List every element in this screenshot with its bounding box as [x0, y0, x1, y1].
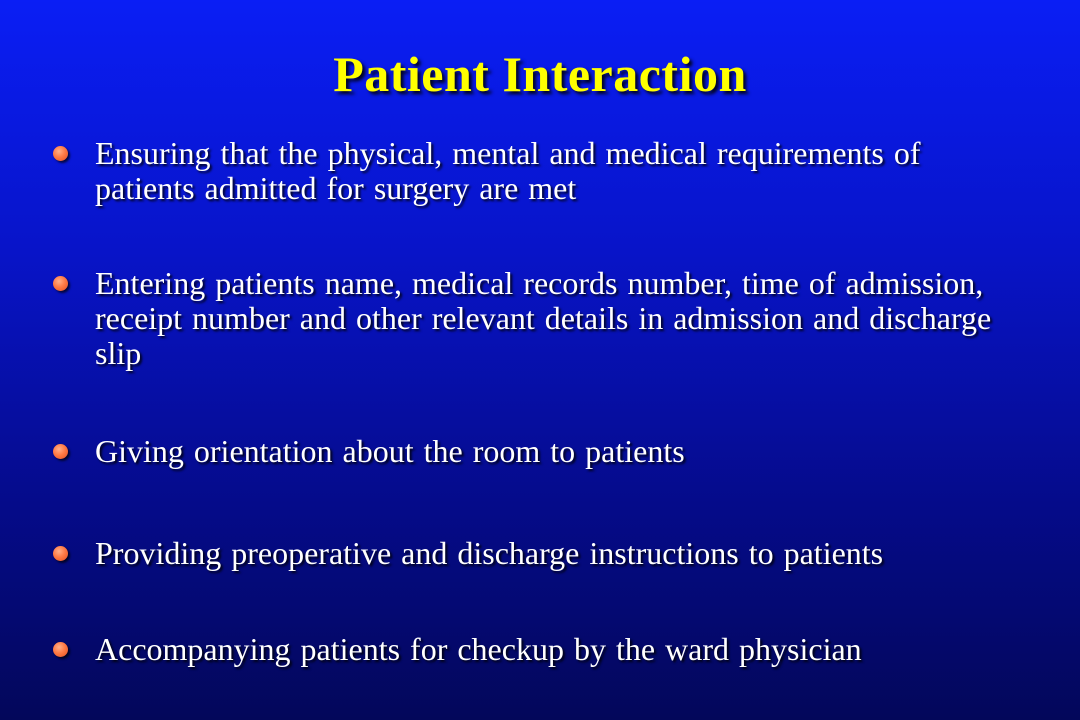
bullet-item: [95, 266, 1030, 371]
bullet-dot-icon: [53, 642, 68, 657]
bullet-text: Accompanying patients for checkup by the ward physician: [95, 631, 862, 667]
bullet-item: [95, 434, 1030, 469]
slide-title: Patient Interaction: [333, 46, 747, 102]
bullet-text: Providing preoperative and discharge instructions to patients: [95, 535, 884, 571]
bullet-item: [95, 536, 1030, 571]
bullet-item: [95, 632, 1030, 667]
bullet-text: Giving orientation about the room to patients: [95, 433, 685, 469]
bullet-dot-icon: [53, 444, 68, 459]
bullet-text: Ensuring that the physical, mental and medical requirements of patients admitted for surgery are met: [95, 135, 921, 206]
bullet-text: Entering patients name, medical records number, time of admission, receipt number and other relevant details in admission and discharge slip: [95, 265, 992, 371]
bullet-dot-icon: [53, 146, 68, 161]
bullet-item: [95, 136, 1030, 206]
bullet-dot-icon: [53, 546, 68, 561]
bullet-dot-icon: [53, 276, 68, 291]
